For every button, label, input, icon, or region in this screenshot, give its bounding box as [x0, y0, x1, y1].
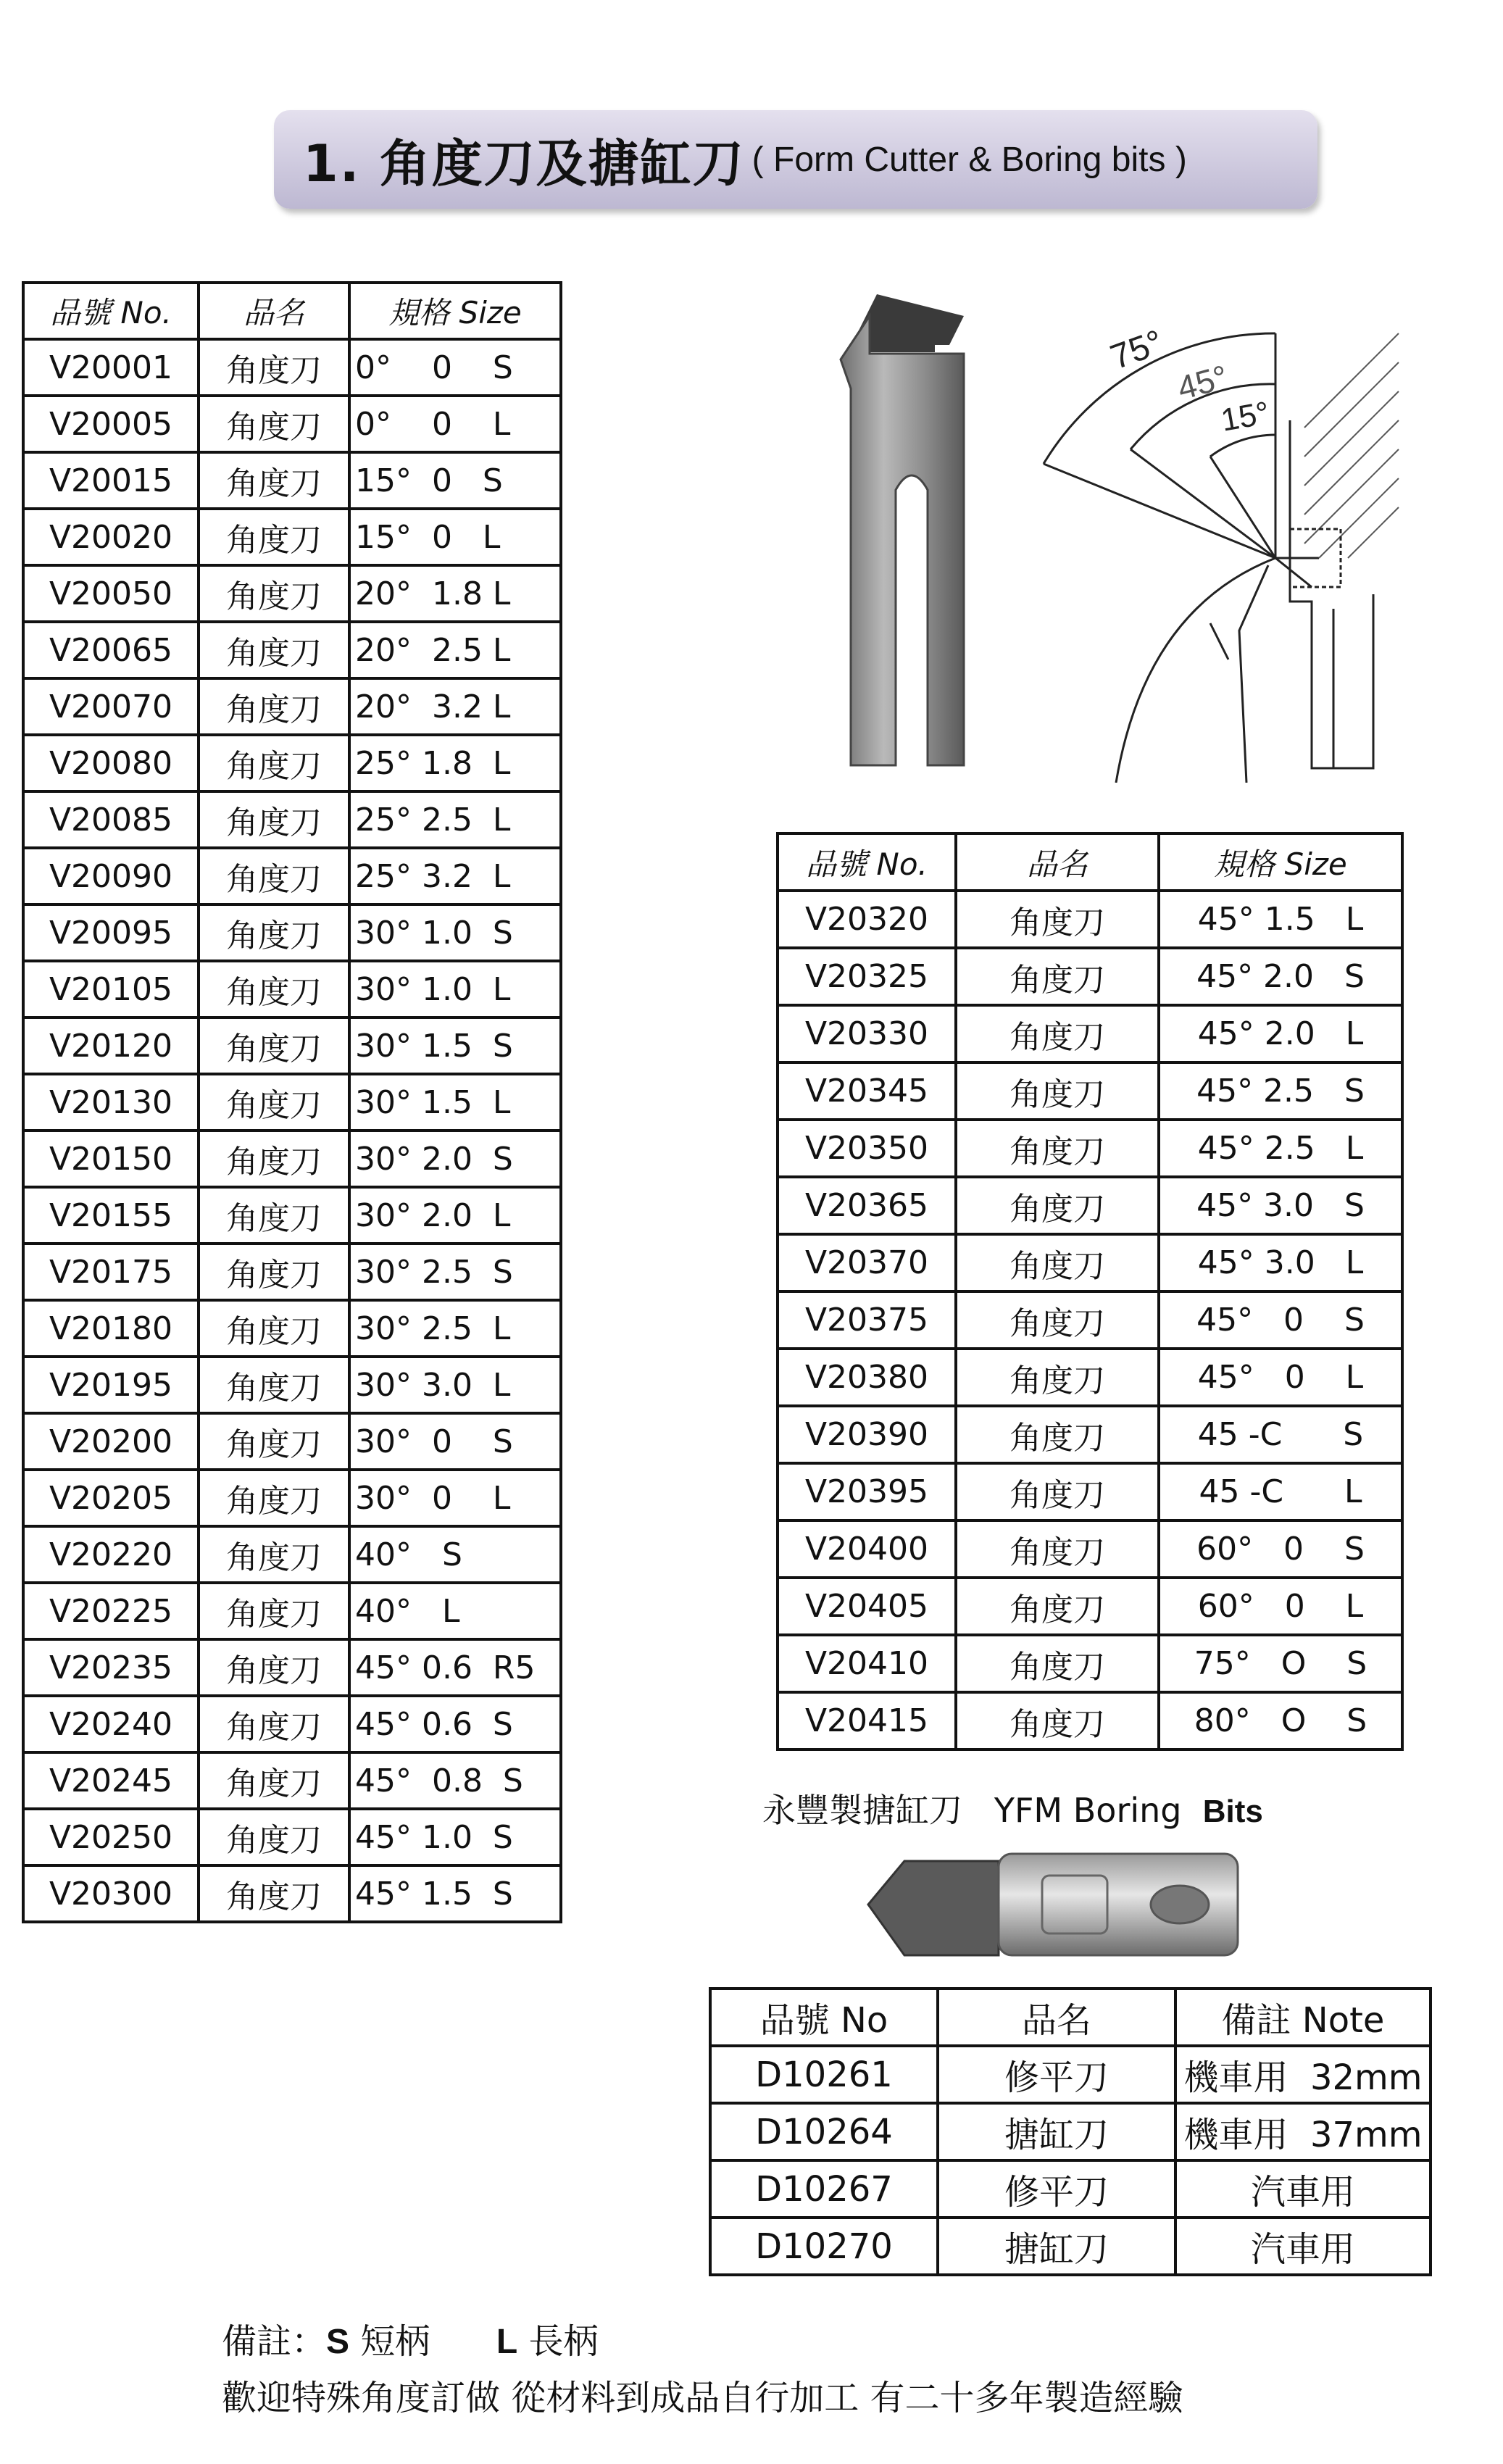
table-a-spec-cell: 30° 3.0 L: [349, 1357, 561, 1413]
table-a-name-cell: 角度刀: [199, 1865, 349, 1922]
table-a-code-cell: V20155: [23, 1187, 199, 1244]
table-b-row: [778, 891, 1402, 948]
table-b-spec-cell: 60° 0 S: [1159, 1520, 1402, 1578]
long-shank-text: 長柄: [528, 2321, 599, 2362]
boring-title-en: YFM Boring: [994, 1791, 1182, 1830]
boring-spec-cell: 機車用 32mm: [1175, 2046, 1431, 2103]
table-b-name-cell: 角度刀: [956, 948, 1159, 1005]
table-a-row: [23, 678, 561, 735]
table-a-code-cell: V20095: [23, 904, 199, 961]
table-a-row: [23, 961, 561, 1017]
table-b-name-cell: 角度刀: [956, 1520, 1159, 1578]
table-b-spec-cell: 45° 2.5 S: [1159, 1062, 1402, 1120]
table-a-name-cell: 角度刀: [199, 961, 349, 1017]
table-a-name-cell: 角度刀: [199, 1639, 349, 1696]
table-a-name-cell: 角度刀: [199, 1413, 349, 1470]
table-b-row: [778, 1005, 1402, 1062]
table-a-row: [23, 396, 561, 452]
table-a-code-cell: V20090: [23, 848, 199, 904]
table-b-header-row: [778, 833, 1402, 891]
table-a-spec-cell: 30° 1.5 L: [349, 1074, 561, 1131]
table-b-row: [778, 1177, 1402, 1234]
table-b-name-cell: 角度刀: [956, 1120, 1159, 1177]
table-b-spec-cell: 45 -C S: [1159, 1406, 1402, 1463]
table-a-spec-cell: 30° 1.5 S: [349, 1017, 561, 1074]
table-b-name-cell: 角度刀: [956, 1234, 1159, 1291]
table-a-code-cell: V20065: [23, 622, 199, 678]
table-b-code-cell: V20370: [778, 1234, 956, 1291]
table-a-spec-cell: 40° S: [349, 1526, 561, 1583]
table-a-name-cell: 角度刀: [199, 509, 349, 565]
table-a-name-cell: 角度刀: [199, 339, 349, 396]
table-a-spec-cell: 25° 3.2 L: [349, 848, 561, 904]
table-a-row: [23, 1017, 561, 1074]
table-a-name-cell: 角度刀: [199, 735, 349, 791]
table-a-row: [23, 1244, 561, 1300]
table-a-row: [23, 622, 561, 678]
table-b-name-cell: 角度刀: [956, 1406, 1159, 1463]
table-b-spec-cell: 45° 0 L: [1159, 1349, 1402, 1406]
table-a-spec-cell: 30° 0 S: [349, 1413, 561, 1470]
table-b-name-cell: 角度刀: [956, 1005, 1159, 1062]
boring-name-cell: 修平刀: [938, 2046, 1175, 2103]
table-a-spec-cell: 45° 1.5 S: [349, 1865, 561, 1922]
table-a-row: [23, 1131, 561, 1187]
table-a-code-cell: V20070: [23, 678, 199, 735]
table-b-name-cell: 角度刀: [956, 1177, 1159, 1234]
table-a-name-cell: 角度刀: [199, 678, 349, 735]
boring-header-row: [710, 1989, 1431, 2046]
table-a-code-cell: V20250: [23, 1809, 199, 1865]
table-a-spec-cell: 45° 1.0 S: [349, 1809, 561, 1865]
table-b-code-cell: V20390: [778, 1406, 956, 1463]
table-a-name-cell: 角度刀: [199, 1526, 349, 1583]
table-b-name-cell: 角度刀: [956, 1291, 1159, 1349]
page-title: 1. 角度刀及搪缸刀: [303, 133, 745, 193]
table-b-name-cell: 角度刀: [956, 1635, 1159, 1692]
table-a-code-cell: V20225: [23, 1583, 199, 1639]
table-a-spec-cell: 20° 2.5 L: [349, 622, 561, 678]
table-a-code-cell: V20005: [23, 396, 199, 452]
table-a-code-cell: V20240: [23, 1696, 199, 1752]
table-a-name-cell: 角度刀: [199, 396, 349, 452]
table-a-code-cell: V20175: [23, 1244, 199, 1300]
boring-name-cell: 搪缸刀: [938, 2218, 1175, 2275]
table-a-code-cell: V20235: [23, 1639, 199, 1696]
table-b-spec-cell: 45° 3.0 L: [1159, 1234, 1402, 1291]
table-b-code-cell: V20400: [778, 1520, 956, 1578]
table-b-header-cell: 規格 Size: [1159, 833, 1402, 891]
boring-header-cell: 備註 Note: [1175, 1989, 1431, 2046]
table-a-code-cell: V20200: [23, 1413, 199, 1470]
boring-name-cell: 搪缸刀: [938, 2103, 1175, 2160]
table-b-row: [778, 1062, 1402, 1120]
boring-spec-cell: 機車用 37mm: [1175, 2103, 1431, 2160]
table-b-code-cell: V20345: [778, 1062, 956, 1120]
table-a-code-cell: V20220: [23, 1526, 199, 1583]
table-a-name-cell: 角度刀: [199, 904, 349, 961]
table-a-row: [23, 1074, 561, 1131]
table-a-code-cell: V20180: [23, 1300, 199, 1357]
table-b-name-cell: 角度刀: [956, 1578, 1159, 1635]
table-a-name-cell: 角度刀: [199, 848, 349, 904]
table-a-name-cell: 角度刀: [199, 452, 349, 509]
table-b-code-cell: V20320: [778, 891, 956, 948]
table-a-spec-cell: 30° 2.5 L: [349, 1300, 561, 1357]
table-b-code-cell: V20405: [778, 1578, 956, 1635]
angle-label-15: 15°: [1218, 395, 1273, 438]
form-cutter-photo: [826, 287, 978, 780]
boring-row: [710, 2218, 1431, 2275]
table-a-row: [23, 1639, 561, 1696]
table-a-name-cell: 角度刀: [199, 1752, 349, 1809]
table-a-spec-cell: 15° 0 L: [349, 509, 561, 565]
table-a-name-cell: 角度刀: [199, 1244, 349, 1300]
table-a-code-cell: V20080: [23, 735, 199, 791]
table-a-name-cell: 角度刀: [199, 622, 349, 678]
table-a-row: [23, 848, 561, 904]
boring-code-cell: D10261: [710, 2046, 938, 2103]
table-a-code-cell: V20120: [23, 1017, 199, 1074]
table-a-spec-cell: 30° 2.0 L: [349, 1187, 561, 1244]
table-b-row: [778, 948, 1402, 1005]
table-a-spec-cell: 30° 0 L: [349, 1470, 561, 1526]
table-b-code-cell: V20395: [778, 1463, 956, 1520]
table-a-name-cell: 角度刀: [199, 565, 349, 622]
table-a-row: [23, 452, 561, 509]
table-a-row: [23, 1413, 561, 1470]
table-b-spec-cell: 45° 3.0 S: [1159, 1177, 1402, 1234]
note-label: 備註：: [222, 2321, 327, 2362]
table-a-code-cell: V20050: [23, 565, 199, 622]
table-a-row: [23, 904, 561, 961]
table-a-name-cell: 角度刀: [199, 1809, 349, 1865]
table-a-name-cell: 角度刀: [199, 1131, 349, 1187]
boring-row: [710, 2160, 1431, 2218]
table-a-header-row: [23, 283, 561, 339]
table-a-spec-cell: 0° 0 L: [349, 396, 561, 452]
table-b-row: [778, 1291, 1402, 1349]
short-shank-text: 短柄: [360, 2321, 430, 2362]
table-a-row: [23, 1865, 561, 1922]
table-b-row: [778, 1578, 1402, 1635]
table-a-name-cell: 角度刀: [199, 1074, 349, 1131]
table-a-name-cell: 角度刀: [199, 1470, 349, 1526]
table-a-code-cell: V20195: [23, 1357, 199, 1413]
table-b-name-cell: 角度刀: [956, 1463, 1159, 1520]
table-a-row: [23, 1809, 561, 1865]
table-a-code-cell: V20300: [23, 1865, 199, 1922]
table-b-name-cell: 角度刀: [956, 891, 1159, 948]
table-b-code-cell: V20380: [778, 1349, 956, 1406]
table-b-row: [778, 1120, 1402, 1177]
table-a-spec-cell: 25° 1.8 L: [349, 735, 561, 791]
table-a-name-cell: 角度刀: [199, 1187, 349, 1244]
table-b-row: [778, 1692, 1402, 1749]
table-a-row: [23, 509, 561, 565]
table-a-header-cell: 品號 No.: [23, 283, 199, 339]
table-a-row: [23, 1526, 561, 1583]
boring-title-bits: Bits: [1202, 1794, 1263, 1829]
table-b-header-cell: 品名: [956, 833, 1159, 891]
table-a-spec-cell: 30° 1.0 L: [349, 961, 561, 1017]
table-b-row: [778, 1635, 1402, 1692]
boring-code-cell: D10267: [710, 2160, 938, 2218]
table-a-name-cell: 角度刀: [199, 1017, 349, 1074]
boring-spec-cell: 汽車用: [1175, 2160, 1431, 2218]
table-a-spec-cell: 40° L: [349, 1583, 561, 1639]
table-b-header-cell: 品號 No.: [778, 833, 956, 891]
table-b-name-cell: 角度刀: [956, 1692, 1159, 1749]
short-shank-code: S: [326, 2323, 350, 2361]
table-a-name-cell: 角度刀: [199, 1583, 349, 1639]
table-b-spec-cell: 45° 2.0 S: [1159, 948, 1402, 1005]
table-b-spec-cell: 45° 0 S: [1159, 1291, 1402, 1349]
table-b-spec-cell: 45° 2.5 L: [1159, 1120, 1402, 1177]
boring-title-cn: 永豐製搪缸刀: [762, 1791, 962, 1830]
boring-row: [710, 2046, 1431, 2103]
table-a-header-cell: 品名: [199, 283, 349, 339]
table-b-spec-cell: 45° 2.0 L: [1159, 1005, 1402, 1062]
boring-row: [710, 2103, 1431, 2160]
table-b-name-cell: 角度刀: [956, 1349, 1159, 1406]
footer-note-line1: [222, 2313, 598, 2363]
table-b-spec-cell: 60° 0 L: [1159, 1578, 1402, 1635]
table-a-row: [23, 339, 561, 396]
table-a-spec-cell: 45° 0.8 S: [349, 1752, 561, 1809]
boring-code-cell: D10264: [710, 2103, 938, 2160]
table-a-code-cell: V20020: [23, 509, 199, 565]
table-a-code-cell: V20001: [23, 339, 199, 396]
table-a-spec-cell: 25° 2.5 L: [349, 791, 561, 848]
table-b-spec-cell: 75° O S: [1159, 1635, 1402, 1692]
table-a-code-cell: V20150: [23, 1131, 199, 1187]
table-a-row: [23, 1583, 561, 1639]
table-b-name-cell: 角度刀: [956, 1062, 1159, 1120]
table-a-name-cell: 角度刀: [199, 1357, 349, 1413]
form-cutter-table-right: [776, 832, 1404, 1751]
table-a-code-cell: V20085: [23, 791, 199, 848]
table-a-spec-cell: 0° 0 S: [349, 339, 561, 396]
table-b-code-cell: V20415: [778, 1692, 956, 1749]
table-a-spec-cell: 30° 2.5 S: [349, 1244, 561, 1300]
table-a-spec-cell: 20° 1.8 L: [349, 565, 561, 622]
table-b-row: [778, 1234, 1402, 1291]
table-b-code-cell: V20330: [778, 1005, 956, 1062]
table-a-row: [23, 1696, 561, 1752]
table-a-code-cell: V20205: [23, 1470, 199, 1526]
angle-label-75: 75°: [1105, 322, 1168, 378]
table-a-spec-cell: 45° 0.6 R5: [349, 1639, 561, 1696]
angle-label-45: 45°: [1173, 357, 1232, 407]
boring-name-cell: 修平刀: [938, 2160, 1175, 2218]
boring-header-cell: 品名: [938, 1989, 1175, 2046]
table-a-spec-cell: 20° 3.2 L: [349, 678, 561, 735]
table-a-row: [23, 565, 561, 622]
cutting-angle-diagram: [1029, 319, 1406, 783]
table-a-row: [23, 1357, 561, 1413]
table-a-name-cell: 角度刀: [199, 1696, 349, 1752]
table-a-code-cell: V20130: [23, 1074, 199, 1131]
table-b-spec-cell: 45 -C L: [1159, 1463, 1402, 1520]
table-a-code-cell: V20245: [23, 1752, 199, 1809]
table-a-name-cell: 角度刀: [199, 1300, 349, 1357]
boring-bit-photo: [854, 1832, 1260, 1970]
footer-note-line2: 歡迎特殊角度訂做 從材料到成品自行加工 有二十多年製造經驗: [222, 2378, 1183, 2418]
table-a-code-cell: V20015: [23, 452, 199, 509]
table-b-code-cell: V20325: [778, 948, 956, 1005]
table-b-spec-cell: 45° 1.5 L: [1159, 891, 1402, 948]
table-b-code-cell: V20350: [778, 1120, 956, 1177]
table-b-row: [778, 1520, 1402, 1578]
boring-bits-title: [762, 1784, 1263, 1832]
long-shank-code: L: [496, 2323, 518, 2361]
page-subtitle: ( Form Cutter & Boring bits ): [752, 140, 1187, 179]
table-a-row: [23, 1752, 561, 1809]
table-a-row: [23, 791, 561, 848]
table-a-row: [23, 735, 561, 791]
table-b-row: [778, 1349, 1402, 1406]
table-a-name-cell: 角度刀: [199, 791, 349, 848]
form-cutter-table-left: [22, 281, 562, 1923]
boring-bits-table: [709, 1987, 1432, 2276]
table-a-code-cell: V20105: [23, 961, 199, 1017]
table-a-row: [23, 1300, 561, 1357]
title-banner: [274, 110, 1317, 209]
table-b-row: [778, 1463, 1402, 1520]
table-b-code-cell: V20365: [778, 1177, 956, 1234]
boring-code-cell: D10270: [710, 2218, 938, 2275]
table-a-spec-cell: 45° 0.6 S: [349, 1696, 561, 1752]
boring-spec-cell: 汽車用: [1175, 2218, 1431, 2275]
table-a-row: [23, 1187, 561, 1244]
table-b-spec-cell: 80° O S: [1159, 1692, 1402, 1749]
table-a-row: [23, 1470, 561, 1526]
table-a-spec-cell: 15° 0 S: [349, 452, 561, 509]
table-b-code-cell: V20375: [778, 1291, 956, 1349]
table-a-spec-cell: 30° 1.0 S: [349, 904, 561, 961]
table-a-header-cell: 規格 Size: [349, 283, 561, 339]
boring-header-cell: 品號 No: [710, 1989, 938, 2046]
table-b-row: [778, 1406, 1402, 1463]
table-a-spec-cell: 30° 2.0 S: [349, 1131, 561, 1187]
table-b-code-cell: V20410: [778, 1635, 956, 1692]
